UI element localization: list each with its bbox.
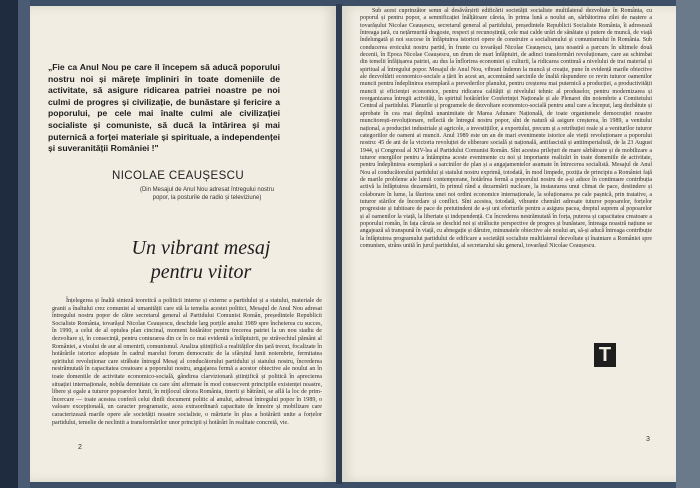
page-number-right: 3: [646, 436, 650, 443]
article-headline: Un vibrant mesaj pentru viitor: [131, 237, 271, 283]
leader-quote: „Fie ca Anul Nou pe care îl începem să aducă poporului nostru noi și mărețe împliniri în toate domeniile de activitate, să asigure ridicarea patriei noastre pe noi culmi de progres și civilizație, de bunăstare și fericire a poporului, pe cele mai înalte culmi ale civilizației socialiste și comuniste, să ducă la întărirea și mai puternică a forței materiale și spirituale, a independenței și suveranității României !": [48, 62, 280, 154]
article-body-left: Înțelegerea și înaltă sinteză teoretică a politicii interne și externe a partidului și a statului, materiale de granit a înaltului crez comunist al umanității care stă la temelia acestei politici, Mesajul de Anul Nou adresat întregului nostru popor de către secretarul general al Partidului Comunist Român, președintele Republicii Socialiste România, tovarășul Nicolae Ceaușescu, deschide larg porțile anului 1989 spre încheierea cu succes, în 1990, a celui de al optulea plan cincinal, moment hotărâtor pentru trecerea patriei la un nou stadiu de dezvoltare și, în consecință, pentru conturarea din ce în ce mai evidentă a înfăptuirii, pe străvechiul pământ al României, a visului de aur al omenirii, comunismul. Analiza științifică a realităților din țară trecut, focalizate în hotărârile istorice adoptate în cadrul marelui forum democratic de la sfârșitul lunii noiembrie, fermitatea spiritului revoluționar care străbate întregul Mesaj al conducătorului partidului și statului nostru, încrederea nestrămutată în capacitatea creatoare a poporului nostru, angajarea fermă a acestor obiective ale noului an în toate domeniile de activitate economico-socială, gândirea clarvizionară științifică și politică în aprecierea situației internaționale, nobila demnitate cu care sînt afirmate în mod consecvent principiile existenței noastre, libere și egale a tuturor popoarelor lumii, în mijlocul cărora România, tinerii și bătrânii, se află la loc de prim-încercare — toate acestea conferă celui dintîi document politic al anului, adresat întregului popor în 1989, o valoare excepțională, un caracter programatic, acea extraordinară capacitate de înnoire și mobilizare care caracterizează marile opere ale societății noastre socialiste, o mărturie în plus a hotărârii unite a forțelor partidului, temelie de neclintit a transformărilor unor principii și hotărâri în realitate concretă, vie.: [52, 298, 322, 426]
logo-letter: T: [598, 344, 612, 366]
quote-source: (Din Mesajul de Anul Nou adresat întregului nostru popor, la posturile de radio și televiziune): [139, 187, 275, 201]
article-body-right: Sub acest cuprinzător semn al desăvârșirii edificării societății socialiste multilateral dezvoltate în România, cu poporul și pentru popor, a semnificației înălțătoare căreia, în prima lună a noului an, sărbătorirea zilei de naștere a tovarășului Nicolae Ceaușescu, secretarul general al partidului, președintele Republicii Socialiste România, îi adresează întreaga țară, cu nețărmurită dragoste, respect și recunoștință, cele mai calde urări de sănătate și putere de muncă, de viață îndelungată și noi succese în înfăptuirea istoricei opere de construire a socialismului și comunismului în România. Sub conducerea eroicului nostru partid, în frunte cu tovarășul Nicolae Ceaușescu, țara noastră a parcurs în ultimele două decenii, în Epoca Nicolae Ceaușescu, un drum de mari înfăptuiri, de adinci transformări revoluționare, care au schimbat din temelii înfățișarea patriei, au dus la înflorirea economiei și culturii, la ridicarea continuă a nivelului de trai material și spiritual al întregului popor. Mesajul de Anul Nou, vibrant îndemn la muncă și creație, pune în evidență marile obiective ale dezvoltării economico-sociale a țării în acest an, accentuând sarcinile de înaltă răspundere ce revin tuturor oamenilor muncii pentru îndeplinirea exemplară a prevederilor planului, pentru creșterea mai puternică a producției, a productivității muncii și eficienței economice, pentru ridicarea calității și nivelului tehnic al produselor, pentru modernizarea și reorganizarea întregii activități, în spiritul hotărârilor Conferinței Naționale și ale Plenarei din noiembrie a Comitetului Central al partidului. Planurile și programele de dezvoltare economico-socială pentru anul care a început, larg dezbătute și aprobate în cea mai deplină unanimitate de Marea Adunare Națională, de toate organismele democrației noastre muncitorești-revoluționare, reflectă de întregul nostru popor, sînt de natură să asigure creșterea, în 1989, a venitului național, a producției industriale și agricole, a investițiilor, a exportului, precum și a retribuției reale și a veniturilor tuturor categoriilor de oameni ai muncii. Anul 1989 este un an de mari evenimente istorice ale vieții revoluționare a poporului nostru: 45 de ani de la victoria revoluției de eliberare socială și națională, antifascistă și antiimperialistă, de la 23 August 1944, și Congresul al XIV-lea al Partidului Comunist Român. Sînt acestea prilejuri de mare sărbătoare și de mobilizare a tuturor energiilor pentru a întâmpina aceste evenimente cu noi și importante realizări în toate domeniile de activitate, pentru îndeplinirea exemplară a sarcinilor de plan și a angajamentelor asumate în întrecerea socialistă. Mesajul de Anul Nou al conducătorului partidului și statului nostru exprimă, totodată, în mod limpede, poziția de principiu a României față de marile probleme ale lumii contemporane, hotărîrea fermă a poporului nostru de a-și aduce în continuare contribuția activă la înfăptuirea dezarmării, în primul rând a dezarmării nucleare, la instaurarea unui climat de pace, destindere și colaborare în lume, la făurirea unei noi ordini economice internaționale, la soluționarea pe cale pașnică, prin tratative, a tuturor stărilor de încordare și conflict. Sînt acestea, totodată, vibrante chemări adresate tuturor popoarelor, forțelor progresiste și iubitoare de pace de pretutindeni de a-și uni eforturile pentru a asigura pacea, dreptul suprem al popoarelor și al oamenilor la viață, la libertate și independență. Cu încrederea nestrămutată în forța, puterea și capacitatea creatoare a poporului român, în fața căruia se deschid noi și strălucite perspective de progres și bunăstare, întreaga noastră națiune se angajează să transpună în viață, cu abnegație și dăruire, minunatele obiective ale noului an, să-și aducă întreaga contribuție la înfăptuirea programului partidului de edificare a societății socialiste multilateral dezvoltate și înaintare a României spre comunism, strâns unită în jurul partidului, al secretarului său general, tovarășul Nicolae Ceaușescu.: [360, 8, 652, 249]
page-number-left: 2: [78, 444, 82, 451]
magazine-logo-icon: [594, 343, 616, 367]
binding-edge: [18, 0, 30, 488]
quote-author: NICOLAE CEAUȘESCU: [112, 170, 245, 182]
book-edge: [676, 0, 700, 488]
